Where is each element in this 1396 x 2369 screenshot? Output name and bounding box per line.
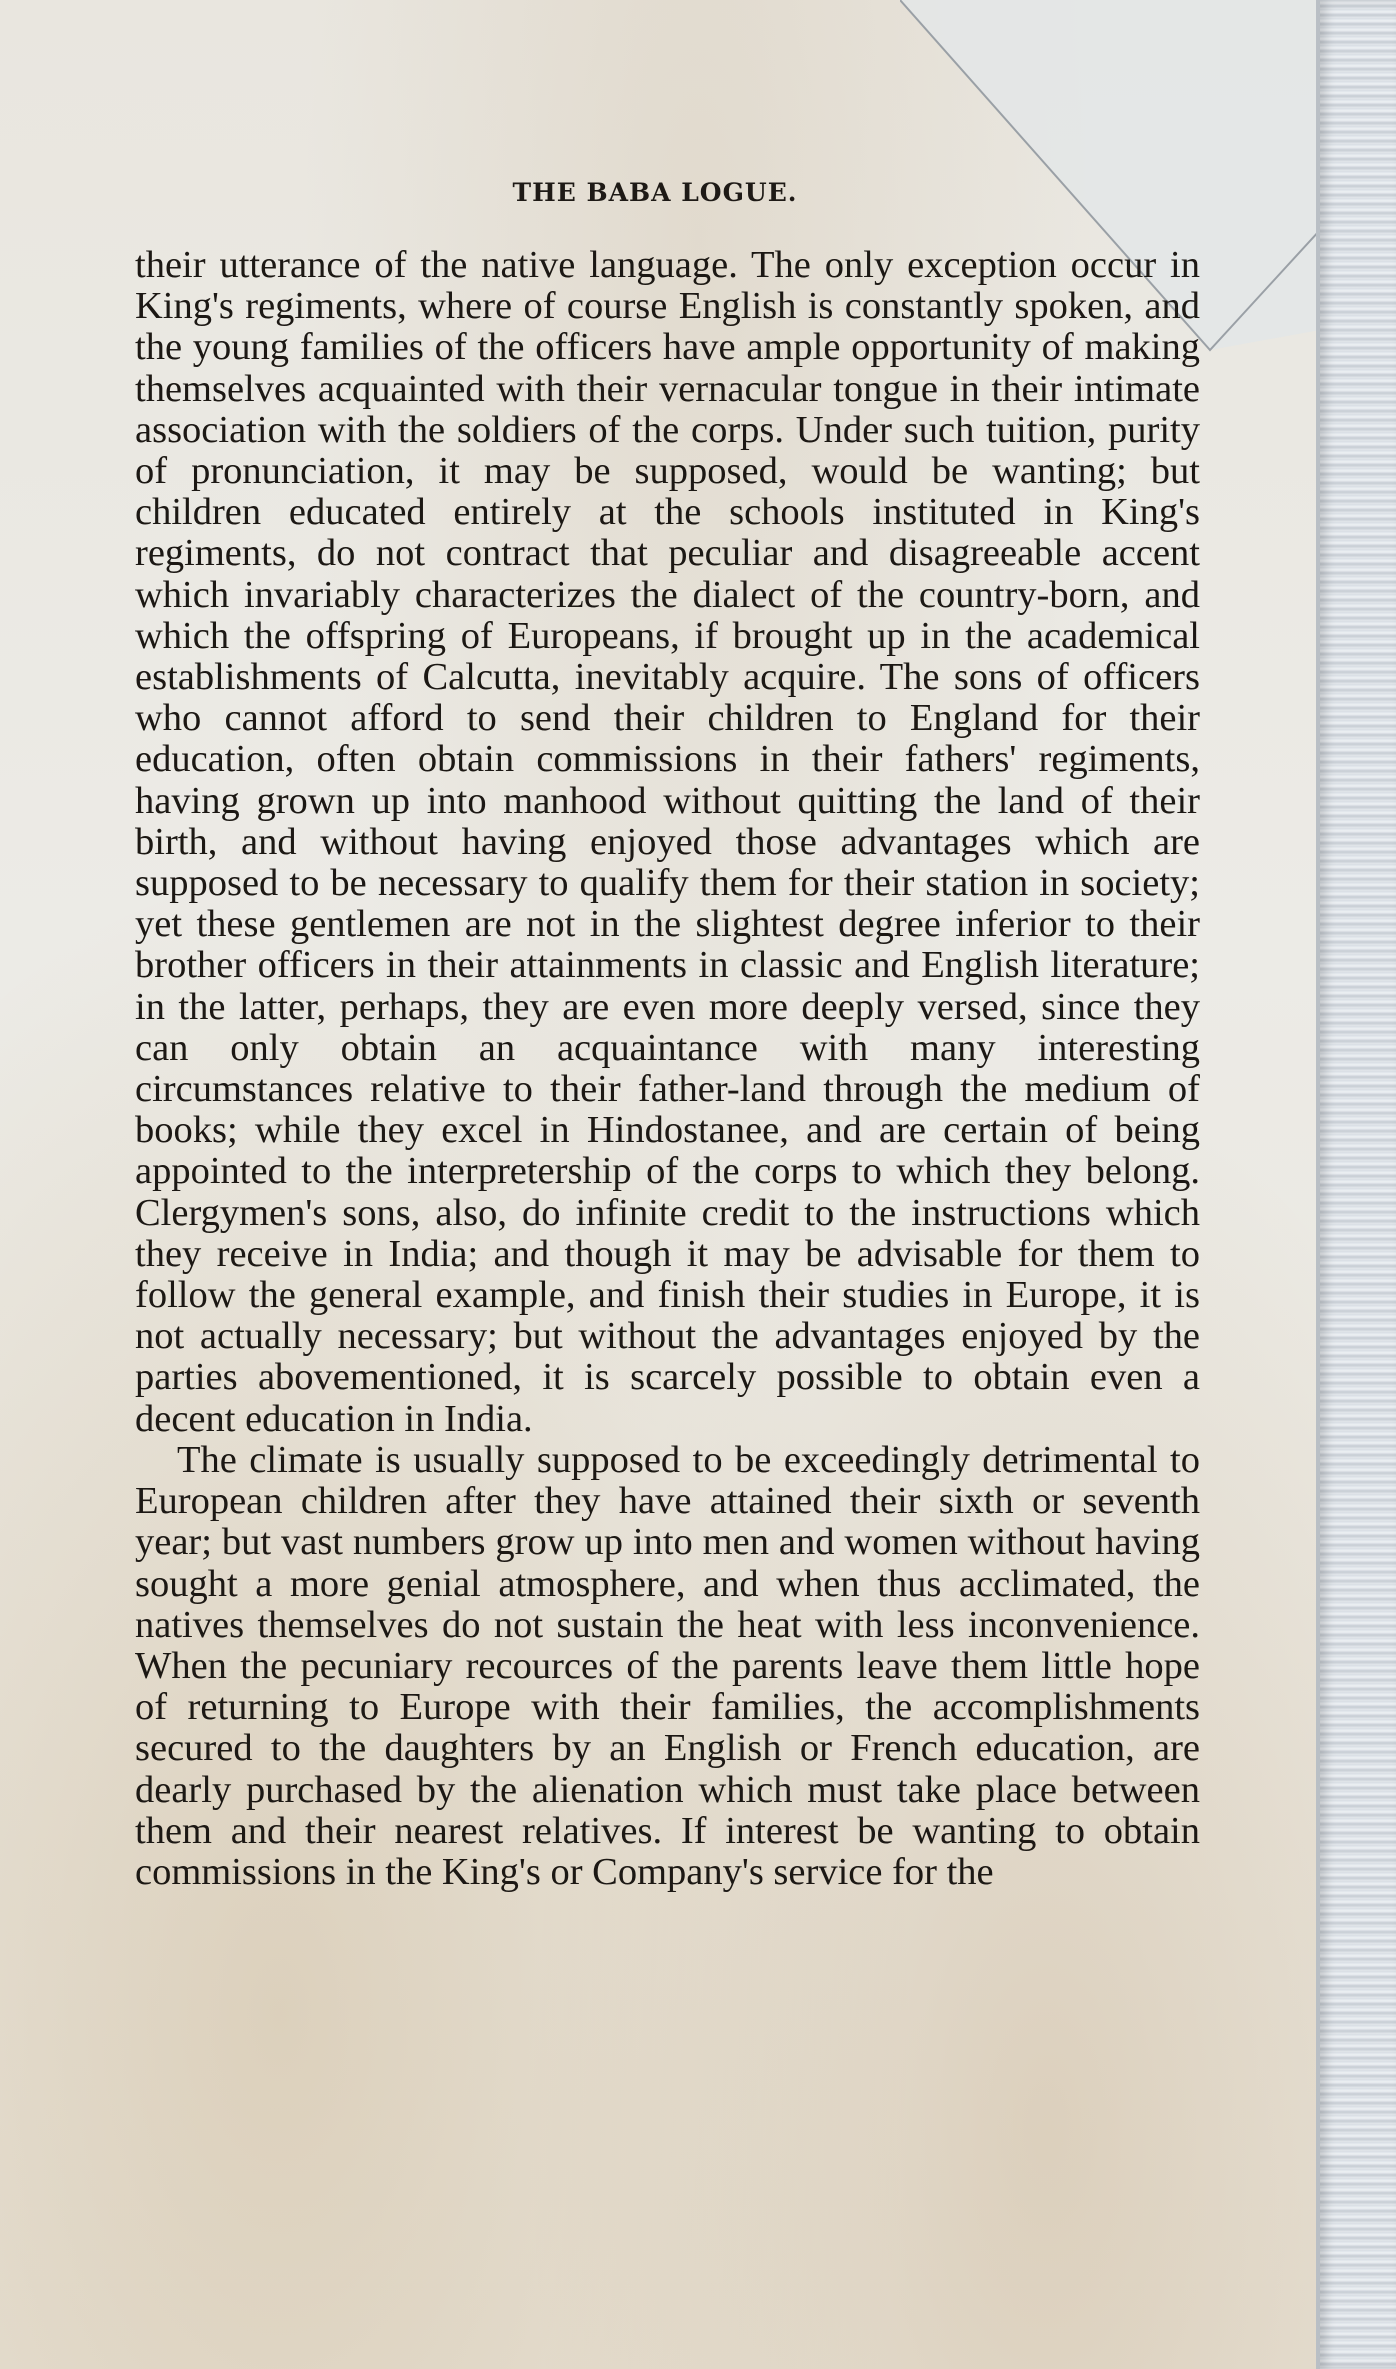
book-binding-edge [1316, 0, 1396, 2369]
body-text [135, 245, 1200, 1893]
paragraph-1: their utterance of the native language. The only exception occur in King's regiments, where of course English is constantly spoken, and the young families of the officers have ample opportunity of making themselves acquainted with their vernacular tongue in their intimate association with the soldiers of the corps. Under such tuition, purity of pronunciation, it may be supposed, would be wanting; but children educated entirely at the schools instituted in King's regiments, do not contract that peculiar and disagreeable accent which invariably characterizes the dialect of the country-born, and which the offspring of Europeans, if brought up in the academical establishments of Calcutta, inevitably acquire. The sons of officers who cannot afford to send their children to England for their education, often obtain commissions in their fathers' regiments, having grown up into manhood without quitting the land of their birth, and without having enjoyed those advantages which are supposed to be necessary to qualify them for their station in society; yet these gentlemen are not in the slightest degree inferior to their brother officers in their attainments in classic and English literature; in the latter, perhaps, they are even more deeply versed, since they can only obtain an acquaintance with many interesting circumstances relative to their father-land through the medium of books; while they excel in Hindostanee, and are certain of being appointed to the interpretership of the corps to which they belong. Clergymen's sons, also, do infinite credit to the instructions which they receive in India; and though it may be advisable for them to follow the general example, and finish their studies in Europe, it is not actually necessary; but without the advantages enjoyed by the parties abovementioned, it is scarcely possible to obtain even a decent education in India. [135, 244, 1200, 1440]
paragraph-2: The climate is usually supposed to be exceedingly detrimental to European children after they have attained their sixth or seventh year; but vast numbers grow up into men and women without having sought a more genial atmosphere, and when thus acclimated, the natives themselves do not sustain the heat with less inconvenience. When the pecuniary recources of the parents leave them little hope of returning to Europe with their families, the accomplishments secured to the daughters by an English or French education, are dearly purchased by the alienation which must take place between them and their nearest relatives. If interest be wanting to obtain commissions in the King's or Company's service for the [135, 1438, 1200, 1893]
running-head: THE BABA LOGUE. [512, 178, 798, 207]
